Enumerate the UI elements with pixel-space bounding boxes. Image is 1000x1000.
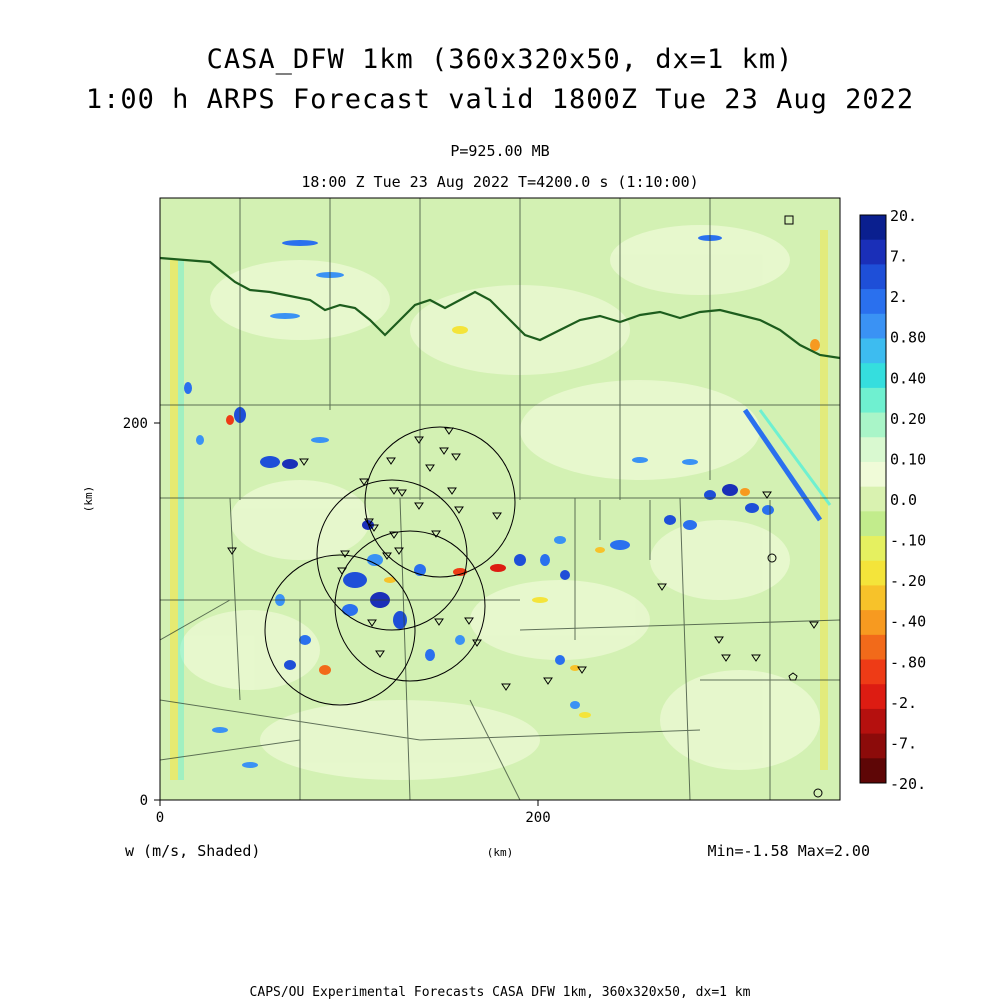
colorbar-swatch bbox=[860, 215, 886, 240]
colorbar-label: -.10 bbox=[890, 531, 927, 550]
colorbar-swatch bbox=[860, 363, 886, 388]
colorbar-swatch bbox=[860, 684, 886, 709]
colorbar-label: 0.40 bbox=[890, 369, 927, 388]
colorbar-swatch bbox=[860, 758, 886, 783]
colorbar-label: -.20 bbox=[890, 572, 927, 591]
colorbar-swatch bbox=[860, 314, 886, 339]
colorbar-swatch bbox=[860, 462, 886, 487]
colorbar-swatch bbox=[860, 511, 886, 536]
colorbar-label: -.80 bbox=[890, 653, 927, 672]
title-line-1: CASA_DFW 1km (360x320x50, dx=1 km) bbox=[206, 44, 794, 75]
colorbar-swatch bbox=[860, 561, 886, 586]
colorbar-swatch bbox=[860, 635, 886, 660]
colorbar-swatch bbox=[860, 487, 886, 512]
pressure-level-label: P=925.00 MB bbox=[450, 142, 550, 160]
colorbar bbox=[860, 207, 926, 793]
field-label: w (m/s, Shaded) bbox=[125, 842, 261, 860]
colorbar-swatch bbox=[860, 536, 886, 561]
colorbar-swatch bbox=[860, 709, 886, 734]
y-tick-0: 0 bbox=[139, 793, 148, 809]
colorbar-label: 7. bbox=[890, 247, 909, 266]
x-axis-label: (km) bbox=[486, 846, 514, 859]
colorbar-label: -2. bbox=[890, 693, 918, 712]
colorbar-label: -7. bbox=[890, 734, 918, 753]
colorbar-swatch bbox=[860, 240, 886, 265]
colorbar-swatch bbox=[860, 585, 886, 610]
colorbar-swatch bbox=[860, 289, 886, 314]
map-plot-area bbox=[160, 198, 840, 800]
colorbar-label: 20. bbox=[890, 207, 918, 225]
colorbar-swatch bbox=[860, 437, 886, 462]
min-max-label: Min=-1.58 Max=2.00 bbox=[707, 842, 870, 860]
x-tick-0: 0 bbox=[155, 810, 165, 826]
colorbar-label: 0.10 bbox=[890, 450, 927, 469]
colorbar-label: 0.80 bbox=[890, 328, 927, 347]
title-line-2: 1:00 h ARPS Forecast valid 1800Z Tue 23 Aug 2022 bbox=[85, 84, 915, 115]
colorbar-swatch bbox=[860, 264, 886, 289]
colorbar-label: 2. bbox=[890, 288, 909, 307]
colorbar-swatch bbox=[860, 734, 886, 759]
colorbar-swatch bbox=[860, 413, 886, 438]
y-axis-label: (km) bbox=[82, 485, 95, 513]
valid-time-label: 18:00 Z Tue 23 Aug 2022 T=4200.0 s (1:10:00) bbox=[301, 173, 699, 191]
y-tick-200: 200 bbox=[122, 416, 148, 432]
colorbar-swatch bbox=[860, 610, 886, 635]
colorbar-swatch bbox=[860, 388, 886, 413]
x-tick-200: 200 bbox=[525, 810, 551, 826]
footer-credit: CAPS/OU Experimental Forecasts CASA DFW 1km, 360x320x50, dx=1 km bbox=[249, 985, 751, 1000]
colorbar-label: 0.0 bbox=[890, 491, 918, 509]
colorbar-label: 0.20 bbox=[890, 409, 927, 428]
colorbar-swatch bbox=[860, 338, 886, 363]
colorbar-label: -20. bbox=[890, 775, 927, 793]
colorbar-label: -.40 bbox=[890, 612, 927, 631]
colorbar-swatch bbox=[860, 660, 886, 685]
